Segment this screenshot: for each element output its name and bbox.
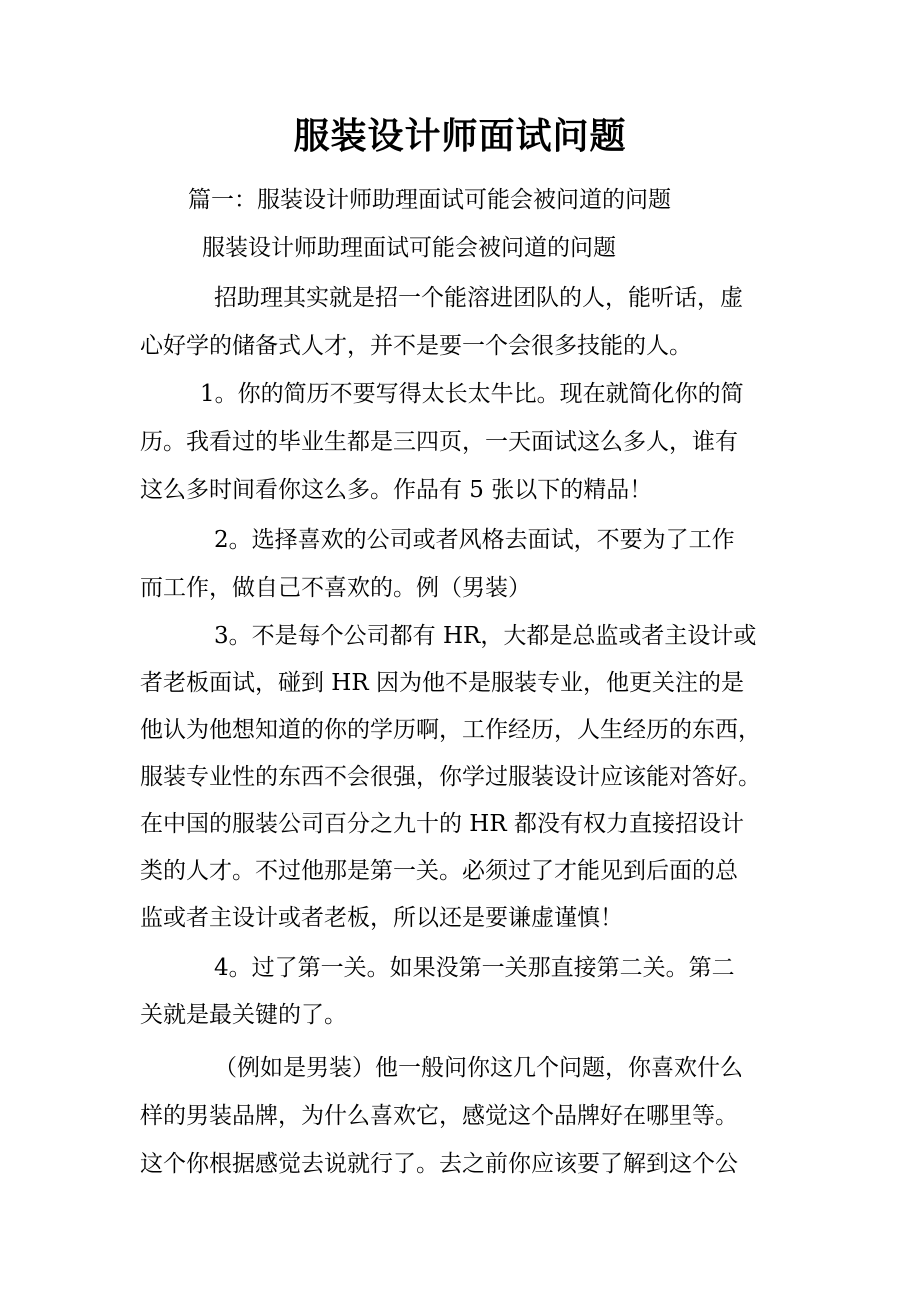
paragraph-line: （例如是男装）他一般问你这几个问题，你喜欢什么 bbox=[214, 1055, 743, 1081]
paragraph-line: 3。不是每个公司都有 HR，大都是总监或者主设计或 bbox=[214, 623, 757, 649]
paragraph-line: 心好学的储备式人才，并不是要一个会很多技能的人。 bbox=[140, 333, 692, 359]
paragraph-line: 样的男装品牌，为什么喜欢它，感觉这个品牌好在哪里等。 bbox=[140, 1103, 738, 1129]
paragraph-line: 而工作，做自己不喜欢的。例（男装） bbox=[140, 575, 531, 601]
paragraph-line: 在中国的服装公司百分之九十的 HR 都没有权力直接招设计 bbox=[140, 811, 744, 837]
paragraph-line: 2。选择喜欢的公司或者风格去面试，不要为了工作 bbox=[214, 527, 735, 553]
paragraph-line: 监或者主设计或者老板，所以还是要谦虚谨慎！ bbox=[140, 905, 623, 931]
paragraph-line: 类的人才。不过他那是第一关。必须过了才能见到后面的总 bbox=[140, 858, 738, 884]
document-title: 服装设计师面试问题 bbox=[293, 115, 627, 157]
section-subheading: 服装设计师助理面试可能会被问道的问题 bbox=[202, 235, 616, 261]
paragraph-line: 这么多时间看你这么多。作品有 5 张以下的精品！ bbox=[140, 477, 653, 503]
paragraph-line: 服装专业性的东西不会很强，你学过服装设计应该能对答好。 bbox=[140, 764, 761, 790]
paragraph-line: 关就是最关键的了。 bbox=[140, 1002, 347, 1028]
paragraph-line: 这个你根据感觉去说就行了。去之前你应该要了解到这个公 bbox=[140, 1151, 738, 1177]
paragraph-line: 历。我看过的毕业生都是三四页，一天面试这么多人，谁有 bbox=[140, 429, 738, 455]
section-heading: 篇一：服装设计师助理面试可能会被问道的问题 bbox=[188, 187, 671, 213]
paragraph-line: 他认为他想知道的你的学历啊，工作经历，人生经历的东西， bbox=[140, 717, 761, 743]
paragraph-line: 1。你的简历不要写得太长太牛比。现在就简化你的简 bbox=[200, 381, 744, 407]
paragraph-line: 招助理其实就是招一个能溶进团队的人，能听话，虚 bbox=[214, 285, 743, 311]
paragraph-line: 4。过了第一关。如果没第一关那直接第二关。第二 bbox=[214, 955, 735, 981]
paragraph-line: 者老板面试，碰到 HR 因为他不是服装专业，他更关注的是 bbox=[140, 670, 744, 696]
